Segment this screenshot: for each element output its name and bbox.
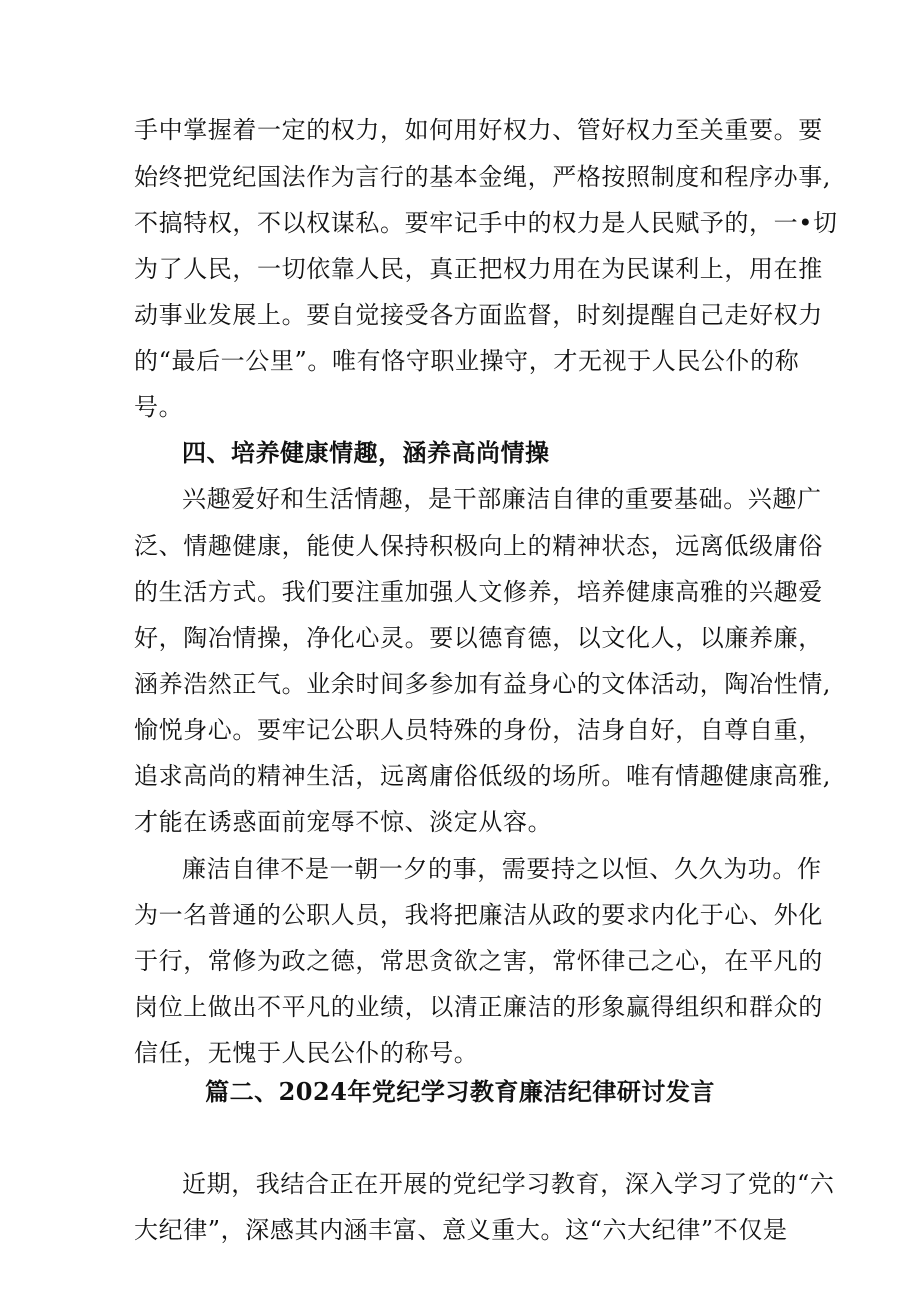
- paragraph-line: 廉洁自律不是一朝一夕的事，需要持之以恒、久久为功。作: [182, 855, 822, 883]
- paragraph-line: 兴趣爱好和生活情趣，是干部廉洁自律的重要基础。兴趣广: [182, 485, 822, 513]
- paragraph-line: 泛、情趣健康，能使人保持积极向上的精神状态，远离低级庸俗: [134, 532, 823, 560]
- paragraph-line: 大纪律”，深感其内涵丰富、意义重大。这“六大纪律”不仅是: [134, 1216, 788, 1244]
- paragraph-line: 涵养浩然正气。业余时间多参加有益身心的文体活动，陶冶性情,: [134, 670, 832, 698]
- paragraph-line: 始终把党纪国法作为言行的基本金绳，严格按照制度和程序办事,: [134, 163, 832, 191]
- paragraph-line: 信任，无愧于人民公仆的称号。: [134, 1039, 479, 1067]
- paragraph-line: 为一名普通的公职人员，我将把廉洁从政的要求内化于心、外化: [134, 901, 823, 929]
- paragraph-line: 近期，我结合正在开展的党纪学习教育，深入学习了党的“六: [182, 1170, 835, 1198]
- paragraph-line: 的“最后一公里”。唯有恪守职业操守，才无视于人民公仆的称: [134, 347, 800, 375]
- paragraph-line: 于行，常修为政之德，常思贪欲之害，常怀律己之心，在平凡的: [134, 947, 823, 975]
- paragraph-line: 号。: [134, 393, 184, 421]
- paragraph-line: 不搞特权，不以权谋私。要牢记手中的权力是人民赋予的，一•切: [134, 209, 838, 237]
- paragraph-line: 才能在诱惑面前宠辱不惊、淡定从容。: [134, 808, 553, 836]
- paragraph-line: 愉悦身心。要牢记公职人员特殊的身份，洁身自好，自尊自重，: [134, 716, 823, 744]
- paragraph-line: 的生活方式。我们要注重加强人文修养，培养健康高雅的兴趣爱: [134, 578, 823, 606]
- paragraph-line: 好，陶冶情操，净化心灵。要以德育德，以文化人，以廉养廉，: [134, 624, 823, 652]
- paragraph-line: 追求高尚的精神生活，远离庸俗低级的场所。唯有情趣健康高雅,: [134, 762, 832, 790]
- paragraph-line: 手中掌握着一定的权力，如何用好权力、管好权力至关重要。要: [134, 116, 823, 144]
- paragraph-line: 动事业发展上。要自觉接受各方面监督，时刻提醒自己走好权力: [134, 301, 823, 329]
- paragraph-line: 为了人民，一切依靠人民，真正把权力用在为民谋利上，用在推: [134, 255, 823, 283]
- section-heading: 四、培养健康情趣，涵养高尚情操: [182, 438, 550, 467]
- article-title: 篇二、2024年党纪学习教育廉洁纪律研讨发言: [205, 1077, 715, 1106]
- paragraph-line: 岗位上做出不平凡的业绩，以清正廉洁的形象赢得组织和群众的: [134, 993, 823, 1021]
